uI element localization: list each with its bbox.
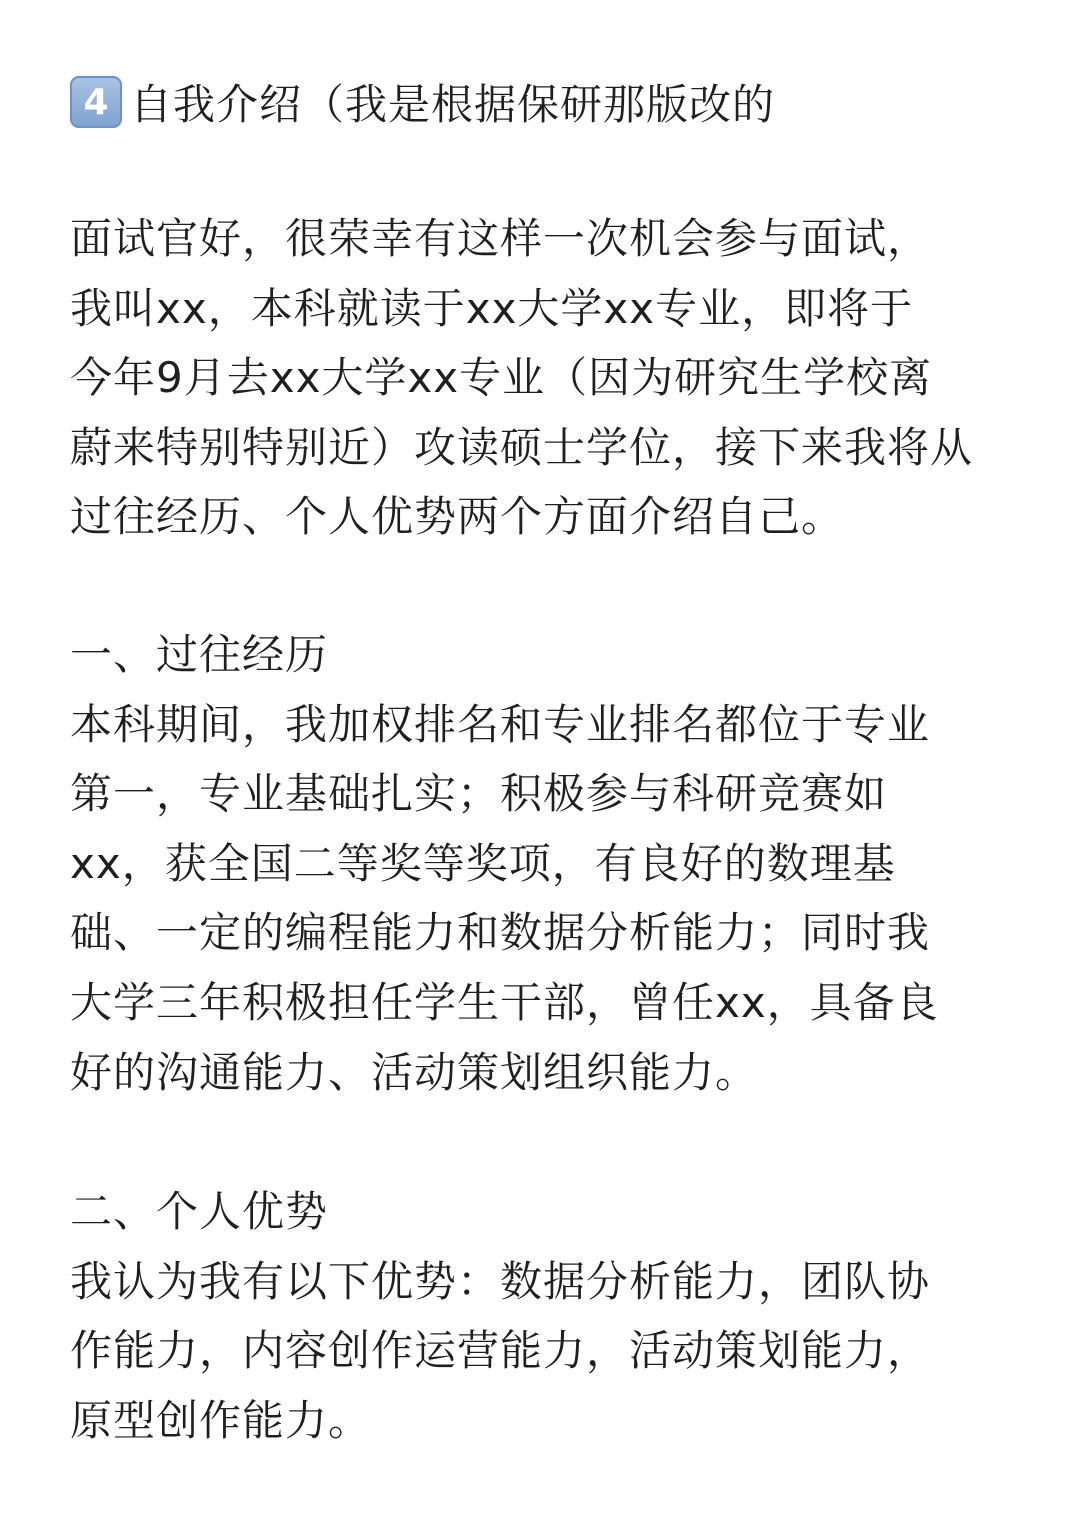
experience-line: 第一，专业基础扎实；积极参与科研竞赛如 bbox=[70, 769, 888, 819]
experience-line: 好的沟通能力、活动策划组织能力。 bbox=[70, 1047, 759, 1097]
experience-line: 大学三年积极担任学生干部，曾任xx，具备良 bbox=[70, 977, 939, 1027]
strengths-line: 我认为我有以下优势：数据分析能力，团队协 bbox=[70, 1256, 931, 1306]
intro-line: 面试官好，很荣幸有这样一次机会参与面试， bbox=[70, 214, 931, 263]
intro-line: 蔚来特别特别近）攻读硕士学位，接下来我将从 bbox=[70, 422, 974, 472]
title-row bbox=[70, 66, 1030, 138]
section-heading-strengths: 二、个人优势 bbox=[70, 1187, 329, 1237]
spacer bbox=[70, 138, 1030, 204]
experience-line: 本科期间，我加权排名和专业排名都位于专业 bbox=[70, 699, 931, 749]
experience-line: xx，获全国二等奖等奖项，有良好的数理基 bbox=[70, 838, 896, 888]
keycap-number: 4 bbox=[83, 81, 109, 123]
page-title: 自我介绍（我是根据保研那版改的 bbox=[130, 80, 776, 129]
intro-line: 今年9月去xx大学xx专业（因为研究生学校离 bbox=[70, 353, 933, 403]
strengths-line: 作能力，内容创作运营能力，活动策划能力， bbox=[70, 1326, 931, 1376]
intro-paragraph bbox=[70, 204, 1030, 552]
strengths-paragraph bbox=[70, 1247, 1030, 1456]
spacer bbox=[70, 552, 1030, 620]
document-page bbox=[70, 66, 1030, 1456]
intro-line: 我叫xx，本科就读于xx大学xx专业，即将于 bbox=[70, 283, 914, 333]
keycap-number-icon bbox=[70, 76, 122, 128]
section-heading-experience: 一、过往经历 bbox=[70, 629, 329, 679]
experience-paragraph bbox=[70, 690, 1030, 1108]
experience-line: 础、一定的编程能力和数据分析能力；同时我 bbox=[70, 908, 931, 958]
strengths-line: 原型创作能力。 bbox=[70, 1395, 372, 1445]
intro-line: 过往经历、个人优势两个方面介绍自己。 bbox=[70, 492, 845, 542]
spacer bbox=[70, 1107, 1030, 1177]
